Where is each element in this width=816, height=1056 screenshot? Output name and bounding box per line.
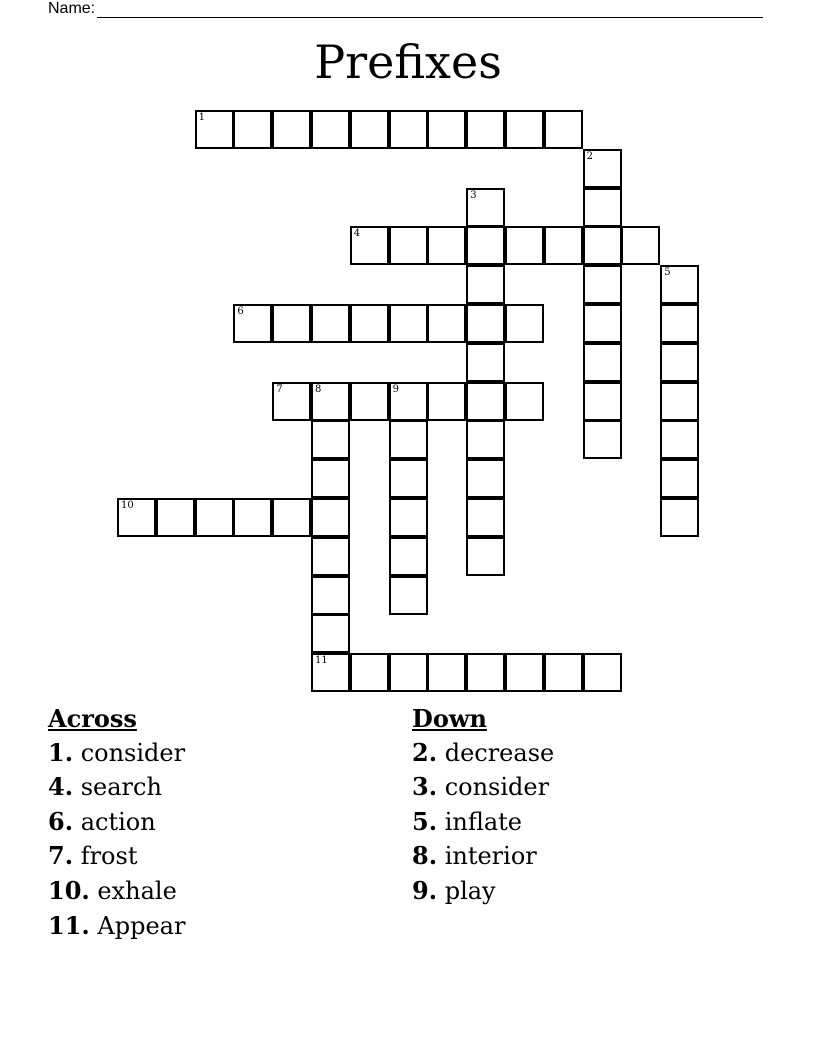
clue-text: inflate <box>444 807 522 836</box>
clue-text: play <box>444 876 496 905</box>
crossword-cell[interactable] <box>466 498 505 537</box>
clue-across-4 <box>48 770 185 805</box>
crossword-cell[interactable] <box>233 304 272 343</box>
crossword-cell[interactable] <box>660 343 699 382</box>
crossword-cell[interactable] <box>466 459 505 498</box>
crossword-cell[interactable] <box>544 653 583 692</box>
crossword-cell[interactable] <box>466 382 505 421</box>
cell-number: 1 <box>198 112 205 123</box>
across-clues <box>48 702 185 943</box>
clue-text: action <box>80 807 156 836</box>
clue-text: decrease <box>444 738 555 767</box>
clue-number: 7. <box>48 841 74 871</box>
cell-number: 8 <box>315 383 322 395</box>
crossword-cell[interactable] <box>272 498 311 537</box>
name-label: Name: <box>48 0 96 17</box>
cell-number: 7 <box>276 383 283 395</box>
clue-text: consider <box>444 773 550 802</box>
across-heading: Across <box>48 704 137 733</box>
crossword-cell[interactable] <box>389 110 428 149</box>
crossword-cell[interactable] <box>195 110 234 149</box>
cell-number: 9 <box>392 383 399 395</box>
crossword-cell[interactable] <box>311 537 350 576</box>
clue-across-6 <box>48 805 185 840</box>
clue-number: 3. <box>412 772 438 802</box>
crossword-cell[interactable] <box>466 653 505 692</box>
crossword-cell[interactable] <box>583 420 622 459</box>
crossword-cell[interactable] <box>233 498 272 537</box>
clue-across-7 <box>48 839 185 874</box>
clue-down-3 <box>412 770 554 805</box>
crossword-cell[interactable] <box>583 382 622 421</box>
crossword-cell[interactable] <box>583 226 622 265</box>
crossword-cell[interactable] <box>389 420 428 459</box>
crossword-cell[interactable] <box>233 110 272 149</box>
cell-number: 5 <box>664 267 671 279</box>
crossword-cell[interactable] <box>466 343 505 382</box>
cell-number: 6 <box>237 306 244 317</box>
crossword-cell[interactable] <box>427 653 466 692</box>
crossword-cell[interactable] <box>505 110 544 149</box>
crossword-cell[interactable] <box>350 653 389 692</box>
crossword-cell[interactable] <box>427 382 466 421</box>
crossword-cell[interactable] <box>311 576 350 615</box>
clue-number: 6. <box>48 806 74 836</box>
crossword-cell[interactable] <box>389 382 428 421</box>
crossword-cell[interactable] <box>311 498 350 537</box>
crossword-cell[interactable] <box>583 653 622 692</box>
crossword-cell[interactable] <box>272 110 311 149</box>
crossword-cell[interactable] <box>660 420 699 459</box>
crossword-cell[interactable] <box>389 459 428 498</box>
crossword-cell[interactable] <box>466 537 505 576</box>
crossword-cell[interactable] <box>544 110 583 149</box>
crossword-cell[interactable] <box>117 498 156 537</box>
clue-across-11 <box>48 909 185 944</box>
crossword-cell[interactable] <box>427 226 466 265</box>
clue-down-9 <box>412 874 554 909</box>
clue-number: 5. <box>412 806 438 836</box>
crossword-cell[interactable] <box>389 537 428 576</box>
clue-across-1 <box>48 736 185 771</box>
crossword-cell[interactable] <box>660 459 699 498</box>
crossword-cell[interactable] <box>156 498 195 537</box>
crossword-cell[interactable] <box>466 110 505 149</box>
crossword-cell[interactable] <box>660 498 699 537</box>
down-heading: Down <box>412 704 487 733</box>
clue-text: search <box>80 773 162 802</box>
clue-down-5 <box>412 805 554 840</box>
crossword-cell[interactable] <box>505 226 544 265</box>
crossword-cell[interactable] <box>621 226 660 265</box>
crossword-cell[interactable] <box>350 110 389 149</box>
crossword-cell[interactable] <box>427 110 466 149</box>
clue-down-2 <box>412 736 554 771</box>
cell-number: 4 <box>353 228 361 240</box>
clue-number: 10. <box>48 875 90 905</box>
crossword-cell[interactable] <box>350 382 389 421</box>
crossword-cell[interactable] <box>389 226 428 265</box>
clue-text: exhale <box>97 876 177 905</box>
crossword-cell[interactable] <box>583 265 622 304</box>
crossword-cell[interactable] <box>272 382 311 421</box>
crossword-cell[interactable] <box>660 382 699 421</box>
crossword-cell[interactable] <box>311 420 350 459</box>
crossword-cell[interactable] <box>583 304 622 343</box>
crossword-cell[interactable] <box>311 304 350 343</box>
crossword-cell[interactable] <box>311 459 350 498</box>
crossword-cell[interactable] <box>466 420 505 459</box>
crossword-cell[interactable] <box>505 382 544 421</box>
clue-number: 2. <box>412 737 438 767</box>
crossword-cell[interactable] <box>389 653 428 692</box>
crossword-cell[interactable] <box>466 188 505 227</box>
cell-number: 10 <box>121 500 134 511</box>
crossword-cell[interactable] <box>466 226 505 265</box>
clue-number: 4. <box>48 772 74 802</box>
crossword-cell[interactable] <box>350 304 389 343</box>
crossword-cell[interactable] <box>660 304 699 343</box>
crossword-cell[interactable] <box>505 304 544 343</box>
clue-text: interior <box>444 842 537 871</box>
clue-number: 9. <box>412 875 438 905</box>
clue-number: 1. <box>48 737 74 767</box>
crossword-cell[interactable] <box>272 304 311 343</box>
crossword-cell[interactable] <box>660 265 699 304</box>
page-title: Prefixes <box>314 35 502 89</box>
crossword-cell[interactable] <box>583 188 622 227</box>
crossword-cell[interactable] <box>544 226 583 265</box>
crossword-cell[interactable] <box>311 614 350 653</box>
clue-number: 8. <box>412 841 438 871</box>
clue-text: consider <box>80 738 186 767</box>
clue-text: Appear <box>97 911 186 940</box>
crossword-cell[interactable] <box>583 149 622 188</box>
crossword-cell[interactable] <box>195 498 234 537</box>
crossword-cell[interactable] <box>350 226 389 265</box>
crossword-cell[interactable] <box>389 498 428 537</box>
clue-down-8 <box>412 839 554 874</box>
clue-number: 11. <box>48 910 90 940</box>
crossword-cell[interactable] <box>389 576 428 615</box>
down-clues <box>412 702 554 909</box>
crossword-cell[interactable] <box>505 653 544 692</box>
crossword-cell[interactable] <box>311 653 350 692</box>
cell-number: 2 <box>586 150 593 162</box>
crossword-cell[interactable] <box>466 265 505 304</box>
crossword-cell[interactable] <box>311 110 350 149</box>
crossword-cell[interactable] <box>389 304 428 343</box>
crossword-cell[interactable] <box>311 382 350 421</box>
cell-number: 11 <box>315 655 328 667</box>
crossword-cell[interactable] <box>583 343 622 382</box>
cell-number: 3 <box>470 189 477 201</box>
clue-text: frost <box>80 842 138 871</box>
crossword-cell[interactable] <box>427 304 466 343</box>
clue-across-10 <box>48 874 185 909</box>
crossword-cell[interactable] <box>466 304 505 343</box>
